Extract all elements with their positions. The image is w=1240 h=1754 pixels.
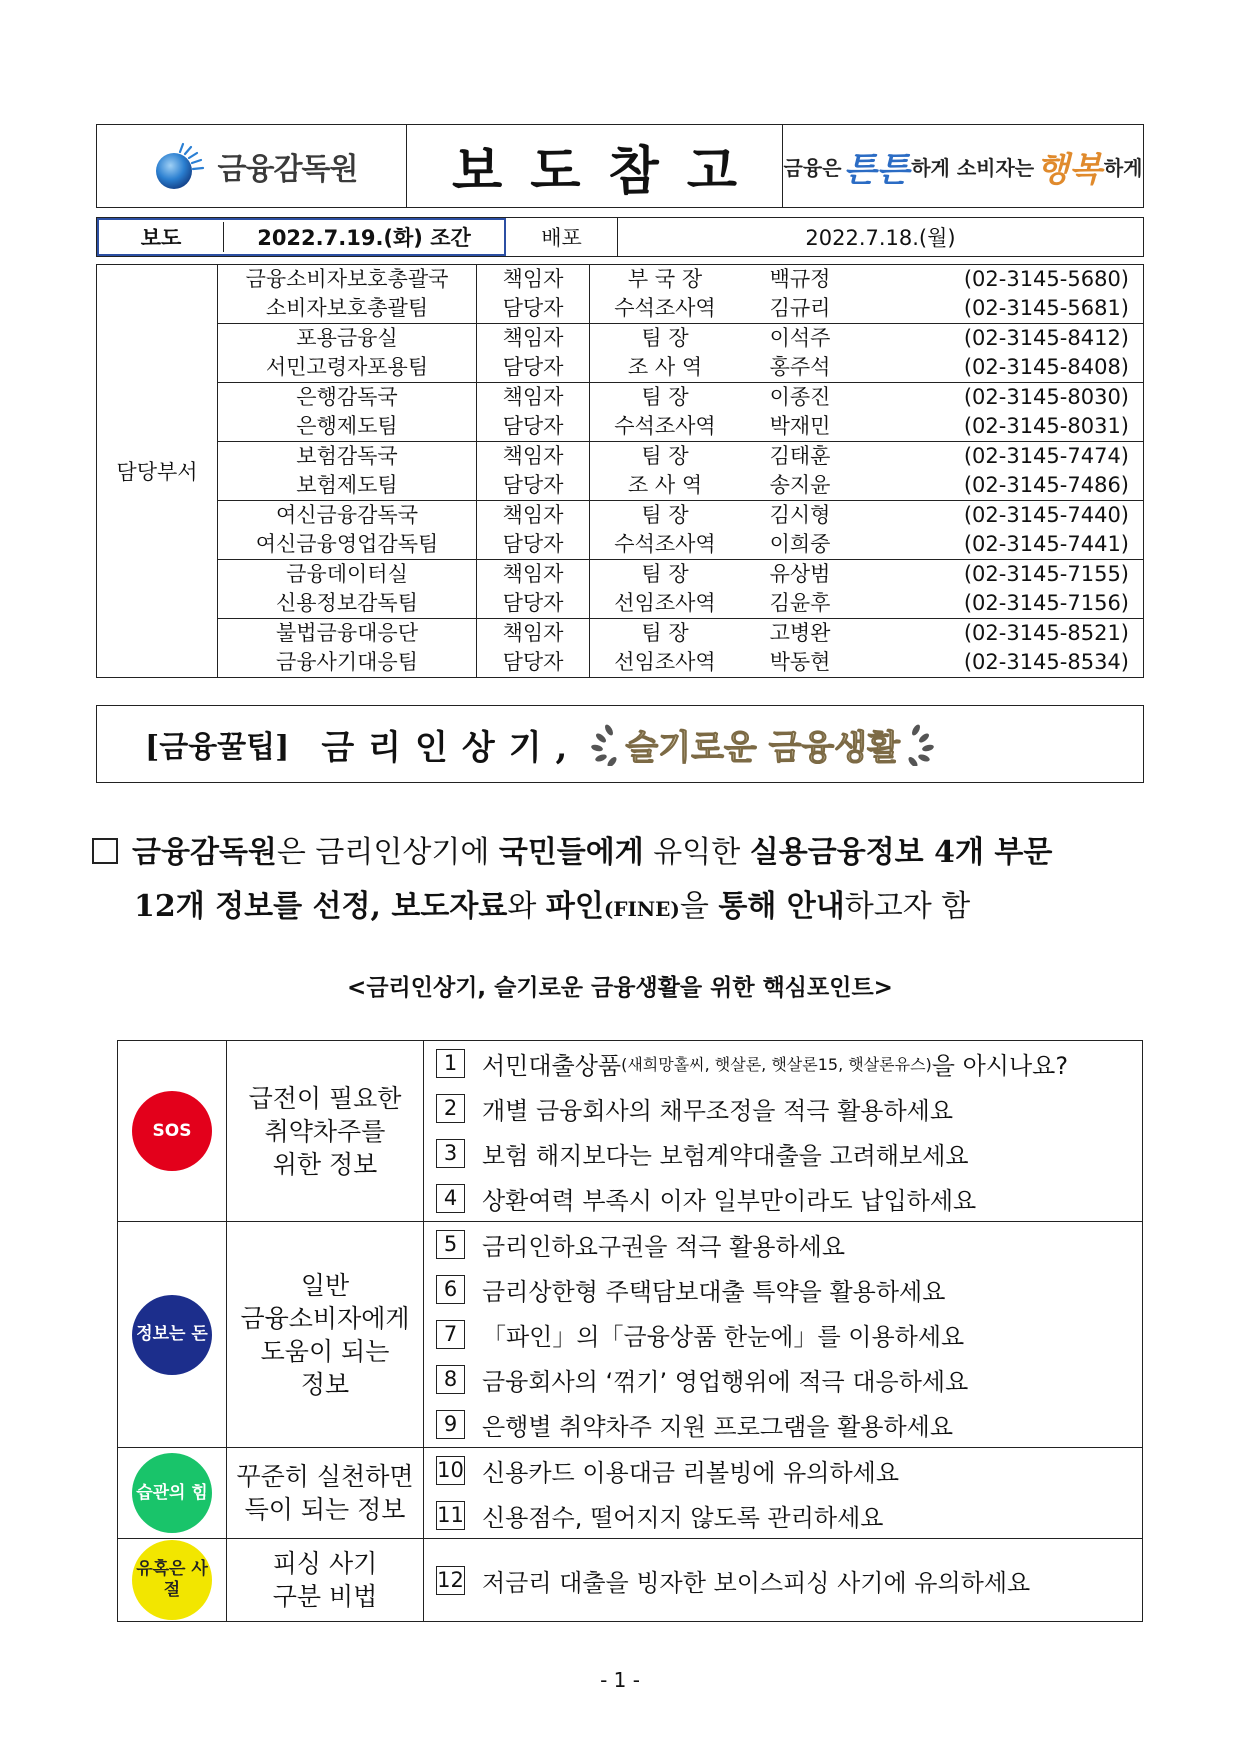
header-box: [96, 124, 1144, 208]
key-point-item: [424, 1131, 1142, 1176]
dept-person-position: 팀 장: [641, 621, 689, 645]
dept-row: [97, 442, 1144, 501]
dept-role: 책임자: [502, 267, 564, 291]
dept-person-position: 조 사 역: [627, 473, 703, 497]
key-point-item: [424, 1041, 1142, 1086]
item-number-box: 5: [436, 1230, 465, 1259]
dept-team-name: 소비자보호총괄팀: [265, 296, 429, 320]
dept-role: 담당자: [502, 355, 564, 379]
dept-person-phone: (02-3145-7474): [963, 444, 1129, 468]
tip-tag: [금융꿀팁]: [145, 730, 290, 765]
dept-table: [96, 264, 1144, 678]
dept-roles: [477, 560, 590, 619]
dept-org: [218, 324, 477, 383]
dept-org-name: 포용금융실: [296, 326, 398, 350]
item-text: 금리상한형 주택담보대출 특약을 활용하세요: [482, 1278, 946, 1306]
key-point-item: [424, 1558, 1142, 1603]
dept-person-line: [590, 353, 1143, 382]
dept-person-position: 선임조사역: [614, 650, 716, 674]
dept-person-line: [590, 324, 1143, 353]
intro-text-12: 하고자 함: [844, 889, 971, 924]
dept-roles: [477, 442, 590, 501]
item-number-box: 3: [436, 1139, 465, 1168]
category-line: 금융소비자에게: [240, 1303, 410, 1333]
dept-person-line: [590, 265, 1143, 294]
item-text: 은행별 취약차주 지원 프로그램을 활용하세요: [482, 1413, 954, 1441]
dept-org-name: 금융소비자보호총괄국: [245, 267, 449, 291]
dept-roles: [477, 619, 590, 678]
intro-paragraph: [92, 826, 1152, 936]
dept-person-name: 고병완: [769, 621, 831, 645]
report-date: 2022.7.19.(화) 조간: [257, 226, 471, 250]
category-line: 피싱 사기: [272, 1549, 378, 1578]
dept-person-line: [590, 294, 1143, 323]
dept-person-line: [590, 648, 1143, 677]
item-number-box: 12: [436, 1566, 465, 1595]
key-point-group: [118, 1539, 1143, 1622]
dept-org-name: 은행감독국: [296, 385, 398, 409]
group-items: [424, 1539, 1143, 1622]
item-number-box: 8: [436, 1365, 465, 1394]
dept-people: [590, 501, 1144, 560]
release-label: 배포: [506, 218, 618, 256]
dept-roles: [477, 383, 590, 442]
category-line: 구분 비법: [272, 1582, 378, 1611]
item-text: 신용카드 이용대금 리볼빙에 유의하세요: [482, 1459, 900, 1487]
dept-role: 담당자: [502, 473, 564, 497]
key-point-item: [424, 1493, 1142, 1538]
dept-person-line: [590, 412, 1143, 441]
dept-people: [590, 265, 1144, 324]
dept-people: [590, 383, 1144, 442]
key-point-item: [424, 1402, 1142, 1447]
item-text-note: (새희망홀씨, 햇살론, 햇살론15, 햇살론유스): [621, 1055, 932, 1074]
dept-role: 책임자: [502, 326, 564, 350]
dept-roles: [477, 324, 590, 383]
item-text: 금융회사의 ‘꺾기’ 영업행위에 적극 대응하세요: [482, 1368, 969, 1396]
group-category: [227, 1222, 424, 1448]
group-badge-cell: [118, 1222, 227, 1448]
dept-role: 책임자: [502, 562, 564, 586]
dept-person-line: [590, 589, 1143, 618]
key-point-item: [424, 1312, 1142, 1357]
group-category: [227, 1448, 424, 1539]
intro-text-8: 파인: [545, 889, 604, 924]
dept-org: [218, 501, 477, 560]
dept-roles: [477, 501, 590, 560]
item-number-box: 9: [436, 1410, 465, 1439]
intro-text-7: 와: [507, 889, 546, 924]
dept-label: 담당부서: [97, 265, 218, 678]
intro-line-2: [92, 880, 1152, 936]
item-number-box: 6: [436, 1275, 465, 1304]
dept-person-name: 김규리: [769, 296, 831, 320]
dept-person-name: 김윤후: [769, 591, 831, 615]
dept-person-line: [590, 471, 1143, 500]
dept-row: [97, 619, 1144, 678]
key-point-item: [424, 1086, 1142, 1131]
dept-person-phone: (02-3145-5681): [963, 296, 1129, 320]
dept-person-name: 이희중: [769, 532, 831, 556]
dept-person-name: 이석주: [769, 326, 831, 350]
dept-person-line: [590, 383, 1143, 412]
intro-text-2: 은 금리인상기에: [276, 835, 499, 870]
intro-text-9: (FINE): [603, 897, 680, 921]
dept-person-position: 조 사 역: [627, 355, 703, 379]
dept-person-phone: (02-3145-8534): [963, 650, 1129, 674]
group-badge-cell: [118, 1448, 227, 1539]
intro-text-5: 실용금융정보 4개 부문: [749, 835, 1053, 870]
item-text: 금리인하요구권을 적극 활용하세요: [482, 1233, 846, 1261]
dept-role: 담당자: [502, 296, 564, 320]
fss-logo: [97, 125, 407, 207]
slogan-word-1: 튼튼: [843, 149, 910, 190]
dept-person-line: [590, 619, 1143, 648]
slogan-part-3: 하게: [1103, 155, 1143, 180]
dept-person-line: [590, 501, 1143, 530]
intro-line-1: [92, 826, 1152, 880]
dept-person-name: 김태훈: [769, 444, 831, 468]
dept-person-name: 박재민: [769, 414, 831, 438]
dept-person-phone: (02-3145-8030): [963, 385, 1129, 409]
tip-banner: [96, 705, 1144, 783]
dept-role: 책임자: [502, 444, 564, 468]
dept-person-line: [590, 530, 1143, 559]
dept-role: 담당자: [502, 414, 564, 438]
dept-person-phone: (02-3145-7155): [963, 562, 1129, 586]
logo-text: 금융감독원: [217, 152, 358, 187]
category-line: 취약차주를: [264, 1116, 386, 1146]
category-line: 도움이 되는: [260, 1336, 390, 1366]
dept-person-phone: (02-3145-8521): [963, 621, 1129, 645]
dept-row: [97, 324, 1144, 383]
dept-person-line: [590, 560, 1143, 589]
key-point-group: [118, 1041, 1143, 1222]
item-text: 신용점수, 떨어지지 않도록 관리하세요: [482, 1504, 884, 1532]
slogan-part-2: 하게 소비자는: [911, 155, 1035, 180]
dept-people: [590, 324, 1144, 383]
doc-title: 보도참고: [452, 141, 765, 202]
dept-role: 담당자: [502, 532, 564, 556]
key-point-item: [424, 1176, 1142, 1221]
laurel-right-icon: [904, 722, 938, 766]
dept-person-phone: (02-3145-8031): [963, 414, 1129, 438]
dept-row: [97, 383, 1144, 442]
dept-org-name: 불법금융대응단: [275, 621, 418, 645]
dept-team-name: 여신금융영업감독팀: [255, 532, 439, 556]
item-number-box: 10: [436, 1456, 465, 1485]
category-line: 정보: [300, 1369, 350, 1399]
dept-person-position: 선임조사역: [614, 591, 716, 615]
slogan-word-2: 행복: [1036, 149, 1102, 190]
intro-text-11: 통해 안내: [718, 889, 845, 924]
dept-row: [97, 501, 1144, 560]
dept-person-position: 팀 장: [641, 503, 689, 527]
dept-person-name: 이종진: [769, 385, 831, 409]
dept-person-name: 김시형: [769, 503, 831, 527]
laurel-left-icon: [587, 722, 621, 766]
tip-headline: 금리인상기,: [321, 727, 582, 768]
page-number: - 1 -: [600, 1668, 640, 1692]
item-text-tail: 을 아시나요?: [931, 1052, 1069, 1080]
dept-person-position: 팀 장: [641, 444, 689, 468]
group-badge: 정보는 돈: [132, 1295, 212, 1375]
globe-logo-icon: [146, 142, 208, 190]
report-date-box: [97, 218, 506, 256]
dept-person-name: 송지윤: [769, 473, 831, 497]
group-category: [227, 1041, 424, 1222]
dept-org: [218, 265, 477, 324]
item-text: 상환여력 부족시 이자 일부만이라도 납입하세요: [482, 1187, 977, 1215]
tip-decoration-text: 슬기로운 금융생활: [625, 727, 900, 768]
dept-role: 담당자: [502, 591, 564, 615]
key-point-group: [118, 1448, 1143, 1539]
dept-team-name: 신용정보감독팀: [275, 591, 418, 615]
item-number-box: 11: [436, 1501, 465, 1530]
group-items: [424, 1041, 1143, 1222]
item-number-box: 2: [436, 1094, 465, 1123]
dept-people: [590, 619, 1144, 678]
dept-person-name: 홍주석: [769, 355, 831, 379]
item-text: 보험 해지보다는 보험계약대출을 고려해보세요: [482, 1142, 969, 1170]
dept-person-phone: (02-3145-7156): [963, 591, 1129, 615]
intro-text-4: 유익한: [643, 835, 750, 870]
dept-roles: [477, 265, 590, 324]
dept-person-position: 수석조사역: [614, 414, 716, 438]
dept-team-name: 보험제도팀: [296, 473, 398, 497]
item-number-box: 1: [436, 1049, 465, 1078]
item-text: 서민대출상품: [482, 1052, 622, 1080]
dept-person-name: 유상범: [769, 562, 831, 586]
intro-text-6: 12개 정보를 선정, 보도자료: [134, 889, 508, 924]
item-number-box: 4: [436, 1184, 465, 1213]
key-points-table: [117, 1040, 1143, 1622]
key-point-item: [424, 1357, 1142, 1402]
key-point-item: [424, 1222, 1142, 1267]
dept-role: 책임자: [502, 385, 564, 409]
group-badge-cell: [118, 1041, 227, 1222]
dept-team-name: 은행제도팀: [296, 414, 398, 438]
checkbox-bullet-icon: [92, 838, 118, 864]
intro-org: 금융감독원: [132, 835, 277, 870]
dept-person-position: 팀 장: [641, 326, 689, 350]
item-text: 「파인」의「금융상품 한눈에」를 이용하세요: [482, 1323, 965, 1351]
slogan-part-1: 금융은: [783, 155, 842, 180]
group-category: [227, 1539, 424, 1622]
section-title: <금리인상기, 슬기로운 금융생활을 위한 핵심포인트>: [347, 975, 893, 1001]
category-line: 꾸준히 실천하면: [236, 1462, 414, 1491]
group-badge-cell: [118, 1539, 227, 1622]
group-items: [424, 1222, 1143, 1448]
dept-org-name: 여신금융감독국: [275, 503, 418, 527]
category-line: 급전이 필요한: [248, 1083, 402, 1113]
release-date: 2022.7.18.(월): [805, 226, 956, 250]
dept-role: 담당자: [502, 650, 564, 674]
item-number-box: 7: [436, 1320, 465, 1349]
key-point-item: [424, 1448, 1142, 1493]
key-point-group: [118, 1222, 1143, 1448]
group-badge: SOS: [132, 1091, 212, 1171]
category-line: 일반: [300, 1270, 350, 1300]
dept-org-name: 보험감독국: [296, 444, 398, 468]
report-label: 보도: [99, 222, 224, 252]
dept-person-name: 박동현: [769, 650, 831, 674]
dept-team-name: 금융사기대응팀: [275, 650, 418, 674]
item-text: 개별 금융회사의 채무조정을 적극 활용하세요: [482, 1097, 954, 1125]
dept-org: [218, 619, 477, 678]
dept-person-position: 팀 장: [641, 385, 689, 409]
dept-person-name: 백규정: [769, 267, 831, 291]
slogan: [784, 142, 1143, 191]
dept-person-phone: (02-3145-8412): [963, 326, 1129, 350]
group-badge: 유혹은 사절: [132, 1540, 212, 1620]
dept-row: [97, 560, 1144, 619]
date-row: [96, 217, 1144, 257]
slogan-cell: [783, 125, 1143, 207]
key-point-item: [424, 1267, 1142, 1312]
dept-person-position: 부 국 장: [627, 267, 703, 291]
dept-org: [218, 442, 477, 501]
dept-role: 책임자: [502, 621, 564, 645]
dept-person-position: 수석조사역: [614, 532, 716, 556]
category-line: 위한 정보: [272, 1149, 378, 1179]
dept-org: [218, 560, 477, 619]
dept-person-phone: (02-3145-7441): [963, 532, 1129, 556]
group-badge: 습관의 힘: [132, 1453, 212, 1533]
group-items: [424, 1448, 1143, 1539]
dept-person-phone: (02-3145-5680): [963, 267, 1129, 291]
dept-person-position: 수석조사역: [614, 296, 716, 320]
dept-person-phone: (02-3145-7486): [963, 473, 1129, 497]
intro-text-10: 을: [679, 889, 719, 924]
doc-title-cell: [407, 125, 783, 207]
dept-person-phone: (02-3145-8408): [963, 355, 1129, 379]
intro-text-3: 국민들에게: [498, 835, 644, 870]
item-text: 저금리 대출을 빙자한 보이스피싱 사기에 유의하세요: [482, 1568, 1031, 1597]
dept-person-position: 팀 장: [641, 562, 689, 586]
tip-decoration: [587, 720, 938, 769]
category-line: 득이 되는 정보: [244, 1495, 406, 1524]
dept-org: [218, 383, 477, 442]
dept-person-phone: (02-3145-7440): [963, 503, 1129, 527]
dept-person-line: [590, 442, 1143, 471]
dept-org-name: 금융데이터실: [286, 562, 408, 586]
dept-people: [590, 560, 1144, 619]
dept-role: 책임자: [502, 503, 564, 527]
dept-team-name: 서민고령자포용팀: [265, 355, 429, 379]
dept-row: [97, 265, 1144, 324]
dept-people: [590, 442, 1144, 501]
